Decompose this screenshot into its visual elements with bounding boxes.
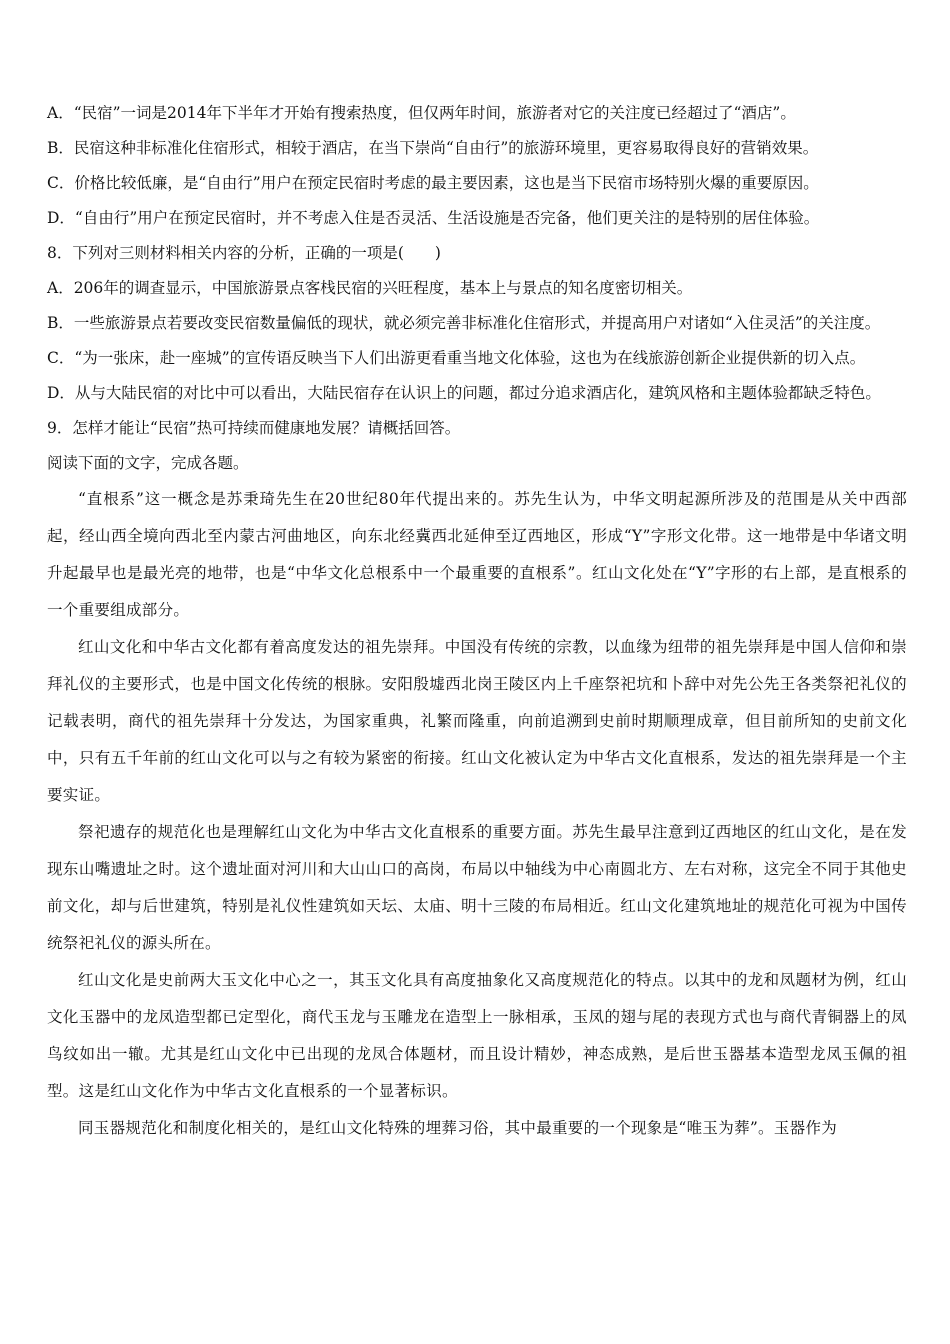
passage-paragraph-5: 同玉器规范化和制度化相关的，是红山文化特殊的埋葬习俗，其中最重要的一个现象是“唯玉为葬”。玉器作为 [78, 1119, 838, 1137]
q8-stem: 8．下列对三则材料相关内容的分析，正确的一项是( ) [47, 244, 441, 262]
q8-option-a: A．206年的调查显示，中国旅游景点客栈民宿的兴旺程度，基本上与景点的知名度密切相关。 [47, 279, 693, 297]
document-content [47, 96, 907, 1147]
reading-intro: 阅读下面的文字，完成各题。 [47, 454, 249, 472]
passage-paragraph-1: “直根系”这一概念是苏秉琦先生在20世纪80年代提出来的。苏先生认为，中华文明起源所涉及的范围是从关中西部起，经山西全境向西北至内蒙古河曲地区，向东北经冀西北延伸至辽西地区，形成“Y”字形文化带。这一地带是中华诸文明升起最早也是最光亮的地带，也是“中华文化总根系中一个最重要的直根系”。红山文化处在“Y”字形的右上部，是直根系的一个重要组成部分。 [47, 490, 907, 619]
q9-stem: 9．怎样才能让“民宿”热可持续而健康地发展？请概括回答。 [47, 419, 461, 437]
q7-option-d: D．“自由行”用户在预定民宿时，并不考虑入住是否灵活、生活设施是否完备，他们更关注的是特别的居住体验。 [47, 209, 820, 227]
q7-option-a: A．“民宿”一词是2014年下半年才开始有搜索热度，但仅两年时间，旅游者对它的关注度已经超过了“酒店”。 [47, 104, 796, 122]
reading-passage [47, 481, 907, 1147]
q8-option-b: B．一些旅游景点若要改变民宿数量偏低的现状，就必须完善非标准化住宿形式，并提高用户对诸如“入住灵活”的关注度。 [47, 314, 881, 332]
q7-option-c: C．价格比较低廉，是“自由行”用户在预定民宿时考虑的最主要因素，这也是当下民宿市场特别火爆的重要原因。 [47, 174, 819, 192]
q7-option-b: B．民宿这种非标准化住宿形式，相较于酒店，在当下崇尚“自由行”的旅游环境里，更容易取得良好的营销效果。 [47, 139, 819, 157]
q8-option-c: C．“为一张床，赴一座城”的宣传语反映当下人们出游更看重当地文化体验，这也为在线旅游创新企业提供新的切入点。 [47, 349, 866, 367]
q8-option-d: D．从与大陆民宿的对比中可以看出，大陆民宿存在认识上的问题，都过分追求酒店化，建筑风格和主题体验都缺乏特色。 [47, 384, 881, 402]
passage-paragraph-2: 红山文化和中华古文化都有着高度发达的祖先崇拜。中国没有传统的宗教，以血缘为纽带的祖先崇拜是中国人信仰和崇拜礼仪的主要形式，也是中国文化传统的根脉。安阳殷墟西北岗王陵区内上千座祭祀坑和卜辞中对先公先王各类祭祀礼仪的记载表明，商代的祖先崇拜十分发达，为国家重典，礼繁而隆重，向前追溯到史前时期顺理成章，但目前所知的史前文化中，只有五千年前的红山文化可以与之有较为紧密的衔接。红山文化被认定为中华古文化直根系，发达的祖先崇拜是一个主要实证。 [47, 638, 907, 804]
passage-paragraph-3: 祭祀遗存的规范化也是理解红山文化为中华古文化直根系的重要方面。苏先生最早注意到辽西地区的红山文化，是在发现东山嘴遗址之时。这个遗址面对河川和大山山口的高岗，布局以中轴线为中心南圆北方、左右对称，这完全不同于其他史前文化，却与后世建筑，特别是礼仪性建筑如天坛、太庙、明十三陵的布局相近。红山文化建筑地址的规范化可视为中国传统祭祀礼仪的源头所在。 [47, 823, 907, 952]
passage-paragraph-4: 红山文化是史前两大玉文化中心之一，其玉文化具有高度抽象化又高度规范化的特点。以其中的龙和凤题材为例，红山文化玉器中的龙凤造型都已定型化，商代玉龙与玉雕龙在造型上一脉相承，玉凤的翅与尾的表现方式也与商代青铜器上的凤鸟纹如出一辙。尤其是红山文化中已出现的龙凤合体题材，而且设计精妙，神态成熟，是后世玉器基本造型龙凤玉佩的祖型。这是红山文化作为中华古文化直根系的一个显著标识。 [47, 971, 907, 1100]
